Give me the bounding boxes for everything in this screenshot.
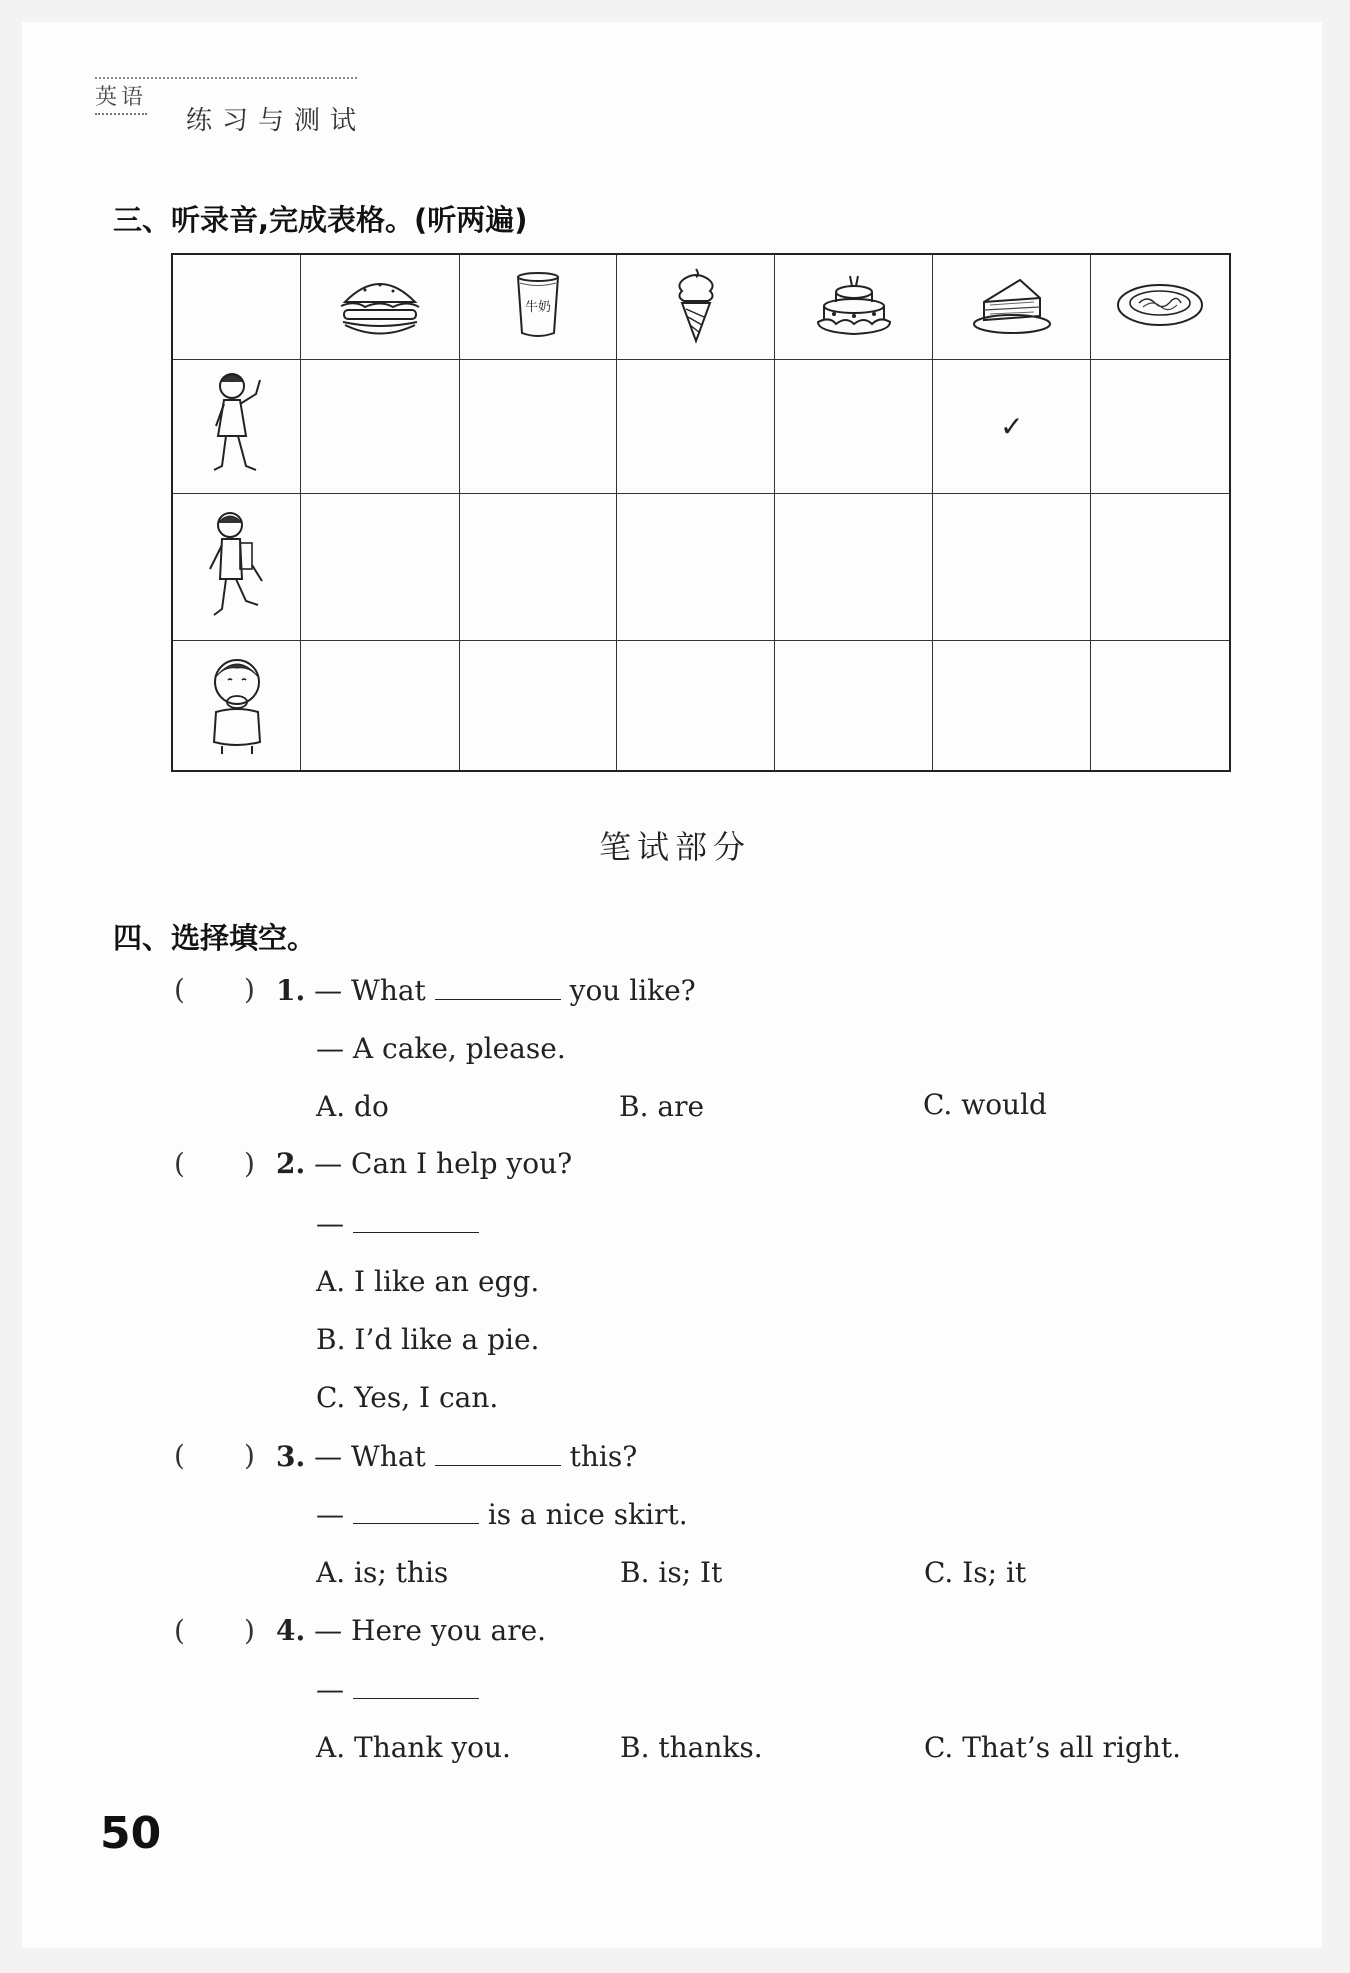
boy-icon xyxy=(204,505,270,625)
answer-paren-close: ) xyxy=(244,973,255,1006)
option-a: A. Thank you. xyxy=(316,1731,511,1764)
question-4-response xyxy=(316,1672,479,1706)
option-a: A. I like an egg. xyxy=(316,1265,540,1298)
table-corner-cell xyxy=(172,254,301,359)
answer-cell[interactable] xyxy=(933,359,1091,493)
table-header-cell xyxy=(775,254,933,359)
dash: — xyxy=(316,1498,344,1531)
option-b: B. are xyxy=(619,1090,705,1123)
girl-icon xyxy=(204,366,270,482)
svg-text:牛奶: 牛奶 xyxy=(524,299,551,315)
noodles-icon xyxy=(1115,277,1205,333)
check-mark: ✓ xyxy=(1000,409,1024,443)
question-text: — Can I help you? xyxy=(314,1147,573,1180)
answer-blank[interactable] xyxy=(353,1497,479,1524)
table-header-cell xyxy=(301,254,459,359)
dash: — xyxy=(316,1207,344,1240)
question-2-response xyxy=(316,1206,479,1240)
question-text: — What xyxy=(314,974,426,1007)
dash: — xyxy=(316,1673,344,1706)
question-text: — What xyxy=(314,1440,426,1473)
boy-eating-icon xyxy=(202,648,272,758)
answer-paren-open: ( xyxy=(174,1147,185,1180)
milk-icon xyxy=(508,269,568,341)
header-rule xyxy=(95,77,357,79)
hamburger-icon xyxy=(335,270,425,340)
option-c: C. Yes, I can. xyxy=(316,1381,499,1414)
answer-cell[interactable] xyxy=(459,640,617,771)
written-section-title: 笔试部分 xyxy=(598,828,751,866)
subject-badge: 英语 xyxy=(95,80,147,115)
question-number: 4. xyxy=(276,1614,306,1647)
answer-cell[interactable] xyxy=(301,493,459,640)
question-1-response: — A cake, please. xyxy=(316,1032,566,1065)
book-title: 练习与测试 xyxy=(186,106,367,136)
table-header-cell xyxy=(933,254,1091,359)
option-b: B. I’d like a pie. xyxy=(316,1323,540,1356)
answer-blank[interactable] xyxy=(353,1672,479,1699)
question-number: 1. xyxy=(276,974,306,1007)
answer-cell[interactable] xyxy=(1091,640,1230,771)
table-header-cell xyxy=(1091,254,1230,359)
answer-cell[interactable] xyxy=(1091,359,1230,493)
section-4-title: 四、选择填空。 xyxy=(113,921,317,955)
answer-cell[interactable] xyxy=(775,640,933,771)
question-text: this? xyxy=(569,1440,638,1473)
section-3-title: 三、听录音,完成表格。(听两遍) xyxy=(113,203,528,237)
answer-paren-close: ) xyxy=(244,1147,255,1180)
cake-slice-icon xyxy=(970,272,1054,338)
question-text: is a nice skirt. xyxy=(487,1498,688,1531)
option-c: C. That’s all right. xyxy=(924,1731,1182,1764)
table-header-cell xyxy=(459,254,617,359)
answer-blank[interactable] xyxy=(353,1206,479,1233)
answer-cell[interactable] xyxy=(1091,493,1230,640)
table-row-head xyxy=(172,493,301,640)
answer-cell[interactable] xyxy=(301,359,459,493)
table-row-head xyxy=(172,359,301,493)
question-3 xyxy=(276,1439,637,1473)
answer-cell[interactable] xyxy=(933,493,1091,640)
answer-cell[interactable] xyxy=(301,640,459,771)
answer-paren-open: ( xyxy=(174,1614,185,1647)
answer-cell[interactable] xyxy=(933,640,1091,771)
ice-cream-icon xyxy=(668,265,724,345)
answer-cell[interactable] xyxy=(775,493,933,640)
question-text: you like? xyxy=(569,974,696,1007)
answer-paren-close: ) xyxy=(244,1614,255,1647)
question-number: 2. xyxy=(276,1147,306,1180)
question-1 xyxy=(276,973,696,1007)
answer-cell[interactable] xyxy=(459,359,617,493)
question-4 xyxy=(276,1614,546,1647)
answer-blank[interactable] xyxy=(435,1439,561,1466)
question-text: — Here you are. xyxy=(314,1614,547,1647)
answer-cell[interactable] xyxy=(459,493,617,640)
answer-cell[interactable] xyxy=(617,359,775,493)
birthday-cake-icon xyxy=(812,270,896,340)
option-c: C. would xyxy=(923,1088,1047,1121)
option-b: B. thanks. xyxy=(620,1731,763,1764)
listening-table xyxy=(171,253,1231,772)
table-header-cell xyxy=(617,254,775,359)
answer-paren-open: ( xyxy=(174,973,185,1006)
answer-cell[interactable] xyxy=(617,640,775,771)
answer-cell[interactable] xyxy=(775,359,933,493)
question-3-response xyxy=(316,1497,688,1531)
option-b: B. is; It xyxy=(620,1556,723,1589)
question-number: 3. xyxy=(276,1440,306,1473)
option-a: A. do xyxy=(316,1090,389,1123)
question-2 xyxy=(276,1147,572,1180)
option-a: A. is; this xyxy=(316,1556,449,1589)
option-c: C. Is; it xyxy=(924,1556,1027,1589)
answer-cell[interactable] xyxy=(617,493,775,640)
page-number: 50 xyxy=(100,1808,162,1859)
table-row-head xyxy=(172,640,301,771)
answer-paren-open: ( xyxy=(174,1439,185,1472)
answer-paren-close: ) xyxy=(244,1439,255,1472)
answer-blank[interactable] xyxy=(435,973,561,1000)
